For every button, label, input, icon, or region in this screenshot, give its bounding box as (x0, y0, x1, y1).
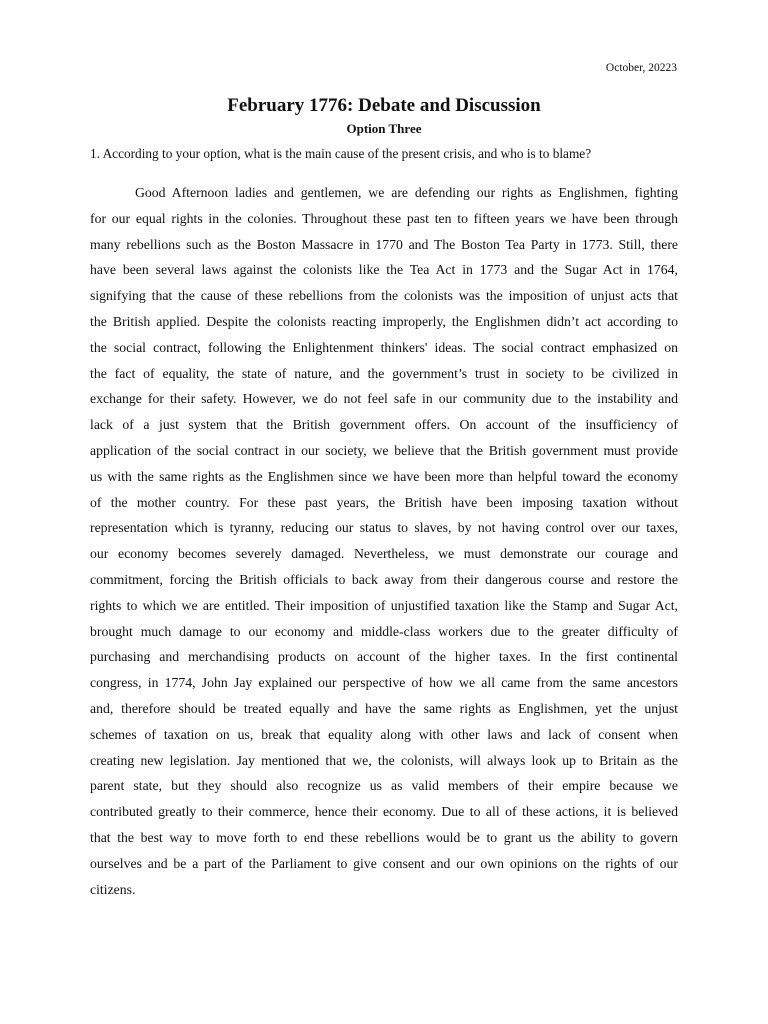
paragraph-line: rights to which we are entitled. Their imposition of unjustified taxation like the Stamp and Sugar Act, (90, 597, 678, 613)
document-title: February 1776: Debate and Discussion (227, 95, 541, 116)
paragraph-line: us with the same rights as the Englishmen since we have been more than helpful toward the economy (90, 468, 678, 484)
paragraph-line: for our equal rights in the colonies. Throughout these past ten to fifteen years we have been through (90, 210, 678, 226)
paragraph-line: parent state, but they should also recognize us as valid members of their empire because we (90, 778, 678, 794)
paragraph-line: many rebellions such as the Boston Massacre in 1770 and The Boston Tea Party in 1773. Still, there (90, 236, 678, 252)
paragraph-line: application of the social contract in our society, we believe that the British government must provide (90, 442, 678, 458)
paragraph-line: Good Afternoon ladies and gentlemen, we are defending our rights as Englishmen, fighting (135, 185, 678, 200)
paragraph-line: citizens. (90, 881, 136, 897)
paragraph-line: have been several laws against the colonists like the Tea Act in 1773 and the Sugar Act in 1764, (90, 262, 678, 278)
document-subtitle: Option Three (346, 121, 422, 136)
essay-paragraph (90, 180, 678, 902)
paragraph-line: ourselves and be a part of the Parliament to give consent and our own opinions on the rights of our (90, 855, 678, 871)
paragraph-line: congress, in 1774, John Jay explained our perspective of how we all came from the same ancestors (90, 675, 678, 691)
paragraph-line: the British applied. Despite the colonists reacting improperly, the Englishmen didn’t act according to (90, 313, 678, 329)
paragraph-line: the fact of equality, the state of nature, and the government’s trust in society to be civilized in (90, 365, 678, 381)
document-date: October, 20223 (605, 62, 677, 74)
paragraph-line: representation which is tyranny, reducing our status to slaves, by not having control over our taxes, (90, 520, 678, 536)
paragraph-line: schemes of taxation on us, break that equality along with other laws and lack of consent when (90, 726, 678, 742)
paragraph-line: brought much damage to our economy and middle-class workers due to the greater difficulty of (90, 623, 678, 639)
paragraph-line: of the mother country. For these past years, the British have been imposing taxation without (90, 494, 678, 510)
paragraph-line: and, therefore should be treated equally and have the same rights as Englishmen, yet the unjust (90, 700, 678, 716)
paragraph-line: our economy becomes severely damaged. Nevertheless, we must demonstrate our courage and (90, 546, 678, 562)
paragraph-line: creating new legislation. Jay mentioned that we, the colonists, will always look up to Britain as the (90, 752, 678, 768)
paragraph-line: the social contract, following the Enlightenment thinkers' ideas. The social contract emphasized on (90, 339, 678, 355)
paragraph-line: exchange for their safety. However, we do not feel safe in our community due to the instability and (90, 391, 678, 407)
paragraph-line: that the best way to move forth to end these rebellions would be to grant us the ability to govern (90, 829, 678, 845)
paragraph-line: commitment, forcing the British officials to back away from their dangerous course and restore the (90, 571, 678, 587)
question-prompt: 1. According to your option, what is the main cause of the present crisis, and who is to blame? (90, 146, 592, 161)
paragraph-line: signifying that the cause of these rebellions from the colonists was the imposition of unjust acts that (90, 288, 678, 304)
paragraph-line: purchasing and merchandising products on account of the higher taxes. In the first continental (90, 649, 678, 665)
paragraph-line: lack of a just system that the British government offers. On account of the insufficiency of (90, 417, 678, 433)
paragraph-line: contributed greatly to their commerce, hence their economy. Due to all of these actions, it is believed (90, 804, 678, 820)
